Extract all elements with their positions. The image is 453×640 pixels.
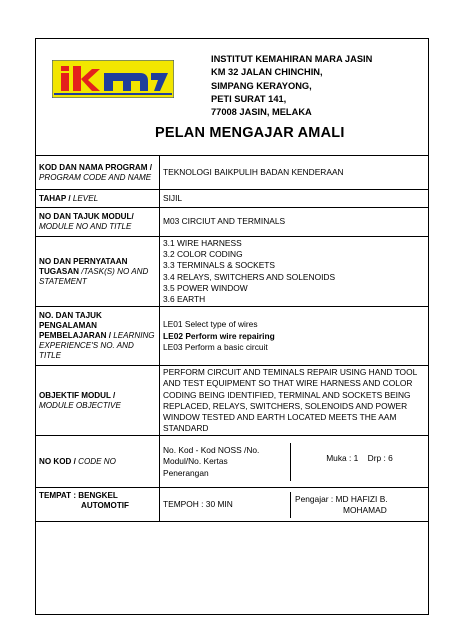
- list-item: 3.4 RELAYS, SWITCHERS AND SOLENOIDS: [163, 271, 336, 282]
- list-item: LE01 Select type of wires: [163, 319, 258, 330]
- table-row-tempat: [36, 488, 429, 522]
- muka-value: 1: [353, 452, 359, 463]
- objektif-value: PERFORM CIRCUIT AND TEMINALS REPAIR USING HAND TOOL AND TEST EQUIPMENT SO THAT WIRE HARNESS AND COLOR CODING BEING IDENTIFIED, TERMINAL AND SOCKETS BEING REPLACED, RELAYS, SWITCHERS, SOLENOIDS AND POWER WINDOW TESTED AND EARTH LOCATED MEETS THE AAM STANDARD: [160, 366, 429, 436]
- address-line: 77008 JASIN, MELAKA: [211, 107, 312, 118]
- table-row-nokod: [36, 436, 429, 488]
- address-line: PETI SURAT 141,: [211, 93, 287, 104]
- table-row-tugasan: [36, 237, 429, 307]
- tahap-label: TAHAP / LEVEL: [36, 190, 160, 208]
- page-count: Muka : 1 Drp : 6: [291, 443, 429, 482]
- table-row-tahap: [36, 190, 429, 208]
- drp-value: 6: [388, 452, 393, 463]
- pengalaman-list: [160, 307, 429, 366]
- list-item: 3.3 TERMINALS & SOCKETS: [163, 260, 276, 271]
- tempat-label: TEMPAT : BENGKEL AUTOMOTIF: [36, 488, 160, 522]
- tempat-cell: [160, 488, 429, 522]
- list-item: 3.6 EARTH: [163, 294, 206, 305]
- nokod-description: No. Kod - Kod NOSS /No. Modul/No. Kertas Penerangan: [160, 443, 291, 482]
- table-row-pengalaman: [36, 307, 429, 366]
- tugasan-list: [160, 237, 429, 307]
- program-value: TEKNOLOGI BAIKPULIH BADAN KENDERAAN: [160, 156, 429, 190]
- tempoh-value: TEMPOH : 30 MIN: [160, 492, 291, 518]
- pengajar-value: Pengajar : MD HAFIZI B. MOHAMAD: [295, 493, 388, 515]
- objektif-label: OBJEKTIF MODUL / MODULE OBJECTIVE: [36, 366, 160, 436]
- institute-address: [211, 53, 372, 119]
- nokod-cell: [160, 436, 429, 488]
- lesson-plan-table: [35, 155, 429, 522]
- list-item: 3.5 POWER WINDOW: [163, 282, 248, 293]
- address-line: SIMPANG KERAYONG,: [211, 80, 312, 91]
- address-line: KM 32 JALAN CHINCHIN,: [211, 67, 323, 78]
- table-row-program: [36, 156, 429, 190]
- tugasan-label: NO DAN PERNYATAAN TUGASAN /TASK(S) NO AND STATEMENT: [36, 237, 160, 307]
- modul-value: M03 CIRCIUT AND TERMINALS: [160, 208, 429, 237]
- list-item: LE03 Perform a basic circuit: [163, 341, 268, 352]
- list-item: 3.2 COLOR CODING: [163, 249, 243, 260]
- program-label: KOD DAN NAMA PROGRAM / PROGRAM CODE AND NAME: [36, 156, 160, 190]
- list-item: 3.1 WIRE HARNESS: [163, 238, 242, 248]
- institute-name: INSTITUT KEMAHIRAN MARA JASIN: [211, 54, 373, 64]
- ikm-logo: [52, 60, 174, 98]
- tahap-value: SIJIL: [160, 190, 429, 208]
- modul-label: NO DAN TAJUK MODUL/ MODULE NO AND TITLE: [36, 208, 160, 237]
- pengalaman-label: NO. DAN TAJUK PENGALAMAN PEMBELAJARAN / LEARNING EXPERIENCE'S NO. AND TITLE: [36, 307, 160, 366]
- document-title: PELAN MENGAJAR AMALI: [155, 125, 345, 141]
- list-item: LE02 Perform wire repairing: [163, 330, 275, 341]
- nokod-inner-table: [160, 443, 428, 482]
- tempat-inner-table: [160, 492, 428, 518]
- table-row-modul: [36, 208, 429, 237]
- table-row-objektif: [36, 366, 429, 436]
- nokod-label: NO KOD / CODE NO: [36, 436, 160, 488]
